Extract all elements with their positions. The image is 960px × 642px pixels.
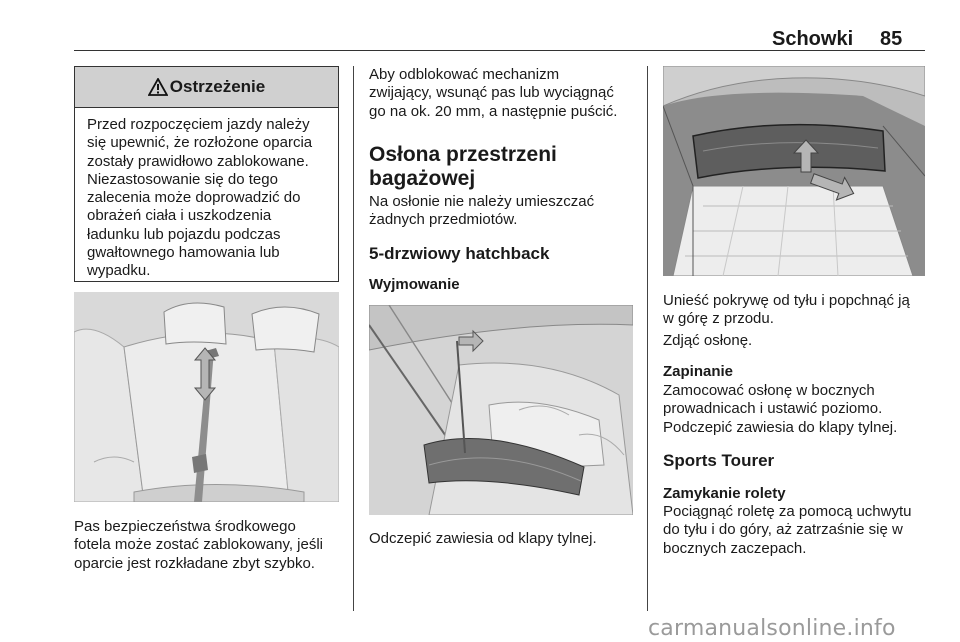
warning-line: wypadku. <box>87 262 151 280</box>
zamykanie-instructions <box>663 503 911 558</box>
header-divider <box>74 50 925 51</box>
caption-line: oparcie jest rozkładane zbyt szybko. <box>74 554 315 572</box>
text-line: Na osłonie nie należy umieszczać <box>369 193 595 210</box>
column-divider-right <box>647 66 648 611</box>
text-line: go na ok. 20 mm, a następnie puścić. <box>369 102 618 120</box>
hatchback-caption: Odczepić zawiesia od klapy tylnej. <box>369 530 597 547</box>
seat-belt-caption <box>74 518 323 573</box>
lift-cover-instructions <box>663 292 910 329</box>
subsection-title-sports-tourer: Sports Tourer <box>663 451 775 470</box>
text-line: Aby odblokować mechanizm <box>369 66 560 83</box>
text-line: prowadnicach i ustawić poziomo. <box>663 400 883 418</box>
warning-title: Ostrzeżenie <box>169 77 266 96</box>
caption-line: Pas bezpieczeństwa środkowego <box>74 518 296 535</box>
caption-line: fotela może zostać zablokowany, jeśli <box>74 536 324 554</box>
column-divider-left <box>353 66 354 611</box>
heading-wyjmowanie: Wyjmowanie <box>369 276 460 293</box>
text-line: Unieść pokrywę od tyłu i popchnąć ją <box>663 292 910 309</box>
zapinanie-instructions <box>663 382 897 437</box>
title-line: bagażowej <box>369 167 476 190</box>
subsection-title-hatchback: 5-drzwiowy hatchback <box>369 244 550 263</box>
text-line: w górę z przodu. <box>663 310 774 328</box>
warning-line: Przed rozpoczęciem jazdy należy <box>87 116 310 133</box>
heading-zamykanie-rolety: Zamykanie rolety <box>663 485 786 502</box>
text-line: żadnych przedmiotów. <box>369 211 518 229</box>
warning-line: Niezastosowanie się do tego <box>87 170 278 188</box>
page-header-title: Schowki <box>772 28 854 50</box>
watermark: carmanualsonline.info <box>648 616 896 641</box>
text-line: bocznych zaczepach. <box>663 539 807 557</box>
warning-header <box>75 67 338 108</box>
unlock-instructions <box>369 66 617 121</box>
heading-zapinanie: Zapinanie <box>663 363 734 380</box>
warning-line: gwałtownego hamowania lub <box>87 244 280 262</box>
text-line: Pociągnąć roletę za pomocą uchwytu <box>663 503 912 520</box>
seat-belt-illustration <box>74 292 339 502</box>
text-line: Podczepić zawiesia do klapy tylnej. <box>663 418 898 436</box>
text-line: do tyłu i do góry, aż zatrzaśnie się w <box>663 521 903 539</box>
title-line: Osłona przestrzeni <box>369 143 557 166</box>
warning-line: obrażeń ciała i uszkodzenia <box>87 207 272 225</box>
text-line: zwijający, wsunąć pas lub wyciągnąć <box>369 84 614 102</box>
warning-box <box>74 66 339 282</box>
section-title-cargo-cover <box>369 143 557 191</box>
warning-line: ładunku lub pojazdu podczas <box>87 225 281 243</box>
trunk-cover-illustration <box>663 66 925 276</box>
warning-line: się upewnić, że rozłożone oparcia <box>87 134 313 152</box>
remove-cover-instruction: Zdjąć osłonę. <box>663 332 753 349</box>
hatchback-cover-illustration <box>369 305 633 515</box>
cargo-cover-note <box>369 193 594 230</box>
text-line: Zamocować osłonę w bocznych <box>663 382 875 399</box>
warning-text <box>75 108 338 281</box>
warning-triangle-icon <box>148 78 168 96</box>
warning-line: zostały prawidłowo zablokowane. <box>87 152 309 170</box>
page-number: 85 <box>880 28 903 50</box>
warning-line: zalecenia może doprowadzić do <box>87 189 301 207</box>
